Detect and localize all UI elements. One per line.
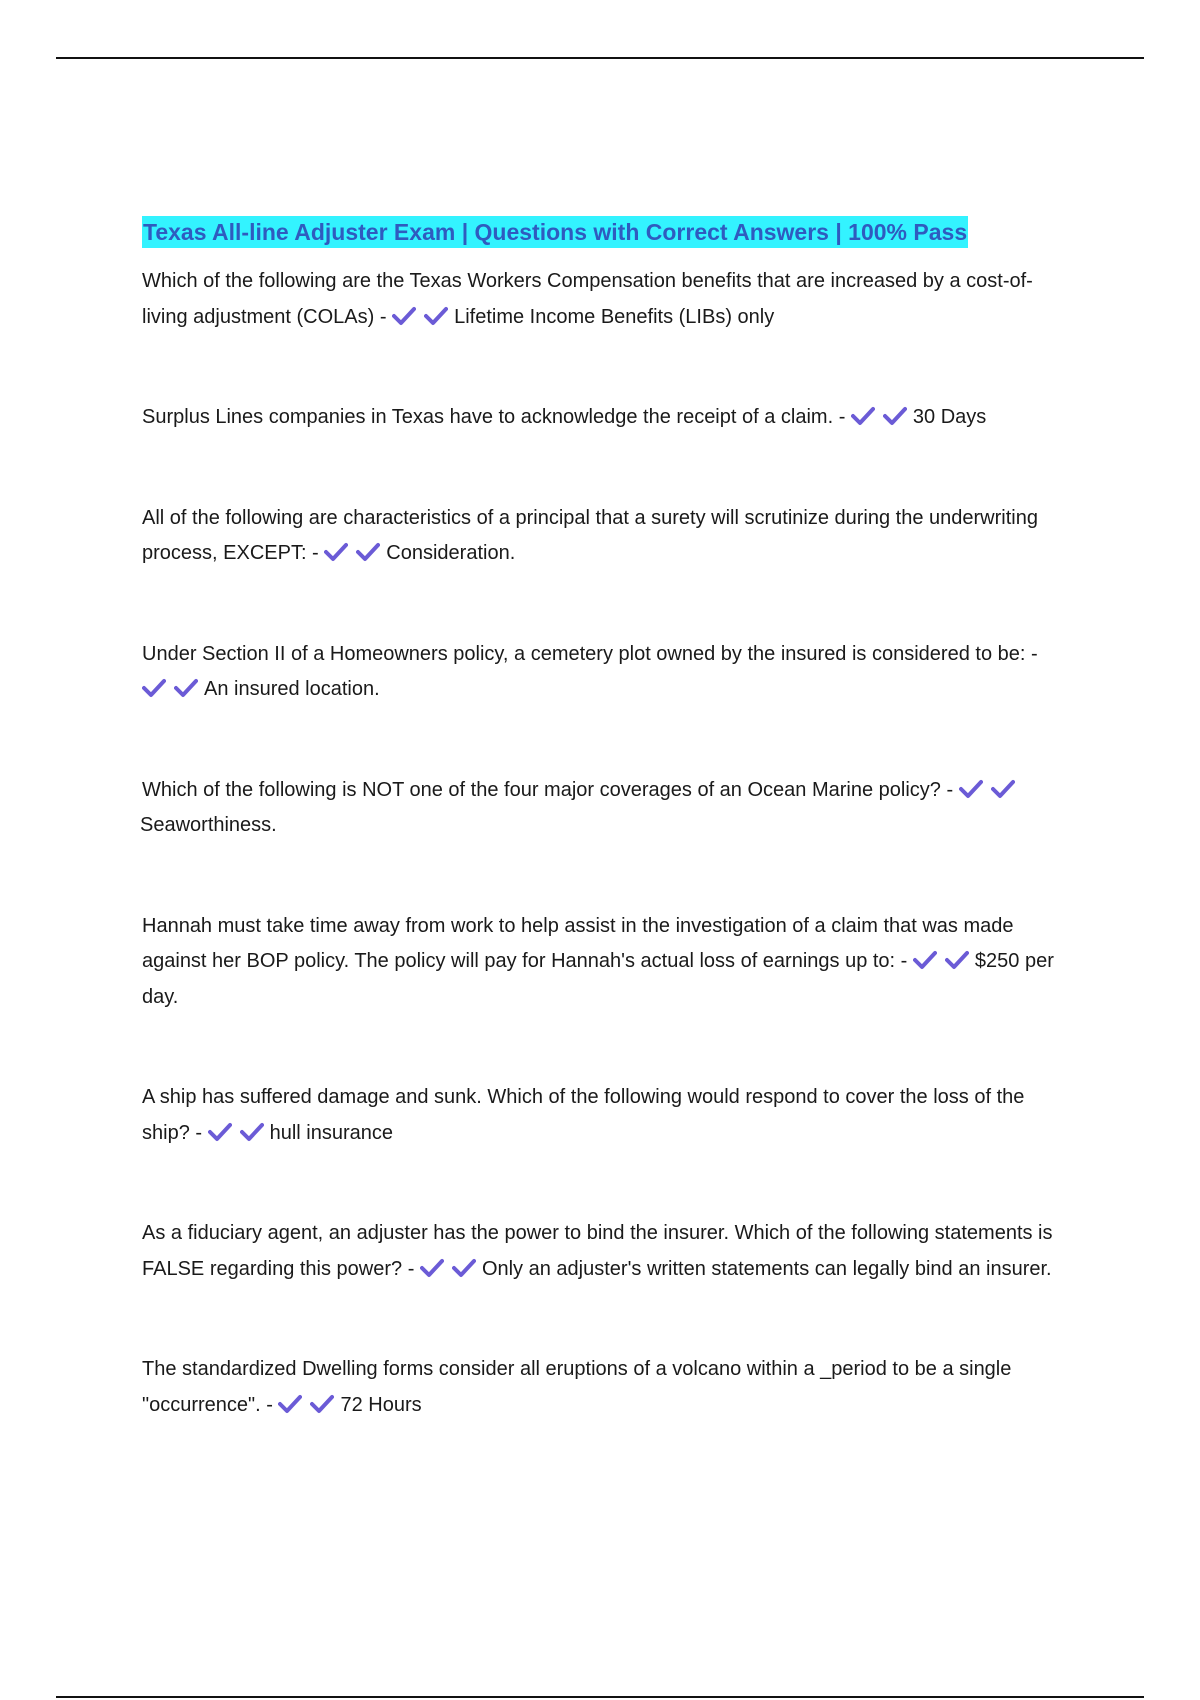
question-text: Which of the following is NOT one of the four major coverages of an Ocean Marine policy? -: [142, 778, 954, 801]
answer-text: Consideration.: [386, 542, 516, 564]
check-icon: [240, 1122, 264, 1142]
question-text: Hannah must take time away from work to help assist in the investigation of a claim that was made against her BOP policy. The policy will pay for Hannah's actual loss of earnings up to: -: [142, 914, 1014, 972]
qa-list: [142, 264, 1072, 1423]
check-icon: [913, 950, 937, 970]
answer-text: 30 Days: [912, 406, 987, 428]
check-icon: [945, 950, 969, 970]
qa-item: [142, 637, 1072, 708]
check-icon: [959, 779, 983, 799]
check-icon: [208, 1122, 232, 1142]
check-icon: [452, 1258, 476, 1278]
question-text: As a fiduciary agent, an adjuster has the power to bind the insurer. Which of the following statements is FALSE regarding this power? -: [142, 1222, 1053, 1280]
top-rule: [56, 57, 1144, 59]
check-icon: [420, 1258, 444, 1278]
answer-text: Lifetime Income Benefits (LIBs) only: [454, 305, 775, 328]
check-icon: [883, 406, 907, 426]
qa-item: [142, 1216, 1072, 1287]
check-icon: [174, 678, 198, 698]
answer-text: hull insurance: [269, 1121, 394, 1144]
question-text: A ship has suffered damage and sunk. Which of the following would respond to cover the loss of the ship? -: [142, 1086, 1025, 1144]
question-text: All of the following are characteristics of a principal that a surety will scrutinize during the underwriting process, EXCEPT: -: [142, 506, 1038, 564]
check-icon: [851, 406, 875, 426]
qa-item: [142, 909, 1072, 1016]
answer-text: $250 per day.: [142, 950, 1054, 1008]
check-icon: [392, 306, 416, 326]
answer-text: An insured location.: [204, 678, 380, 700]
qa-item: [142, 400, 1072, 436]
check-icon: [356, 542, 380, 562]
document-title: Texas All-line Adjuster Exam | Questions with Correct Answers | 100% Pass: [142, 216, 968, 248]
check-icon: [142, 678, 166, 698]
check-icon: [991, 779, 1015, 799]
question-text: Under Section II of a Homeowners policy, a cemetery plot owned by the insured is considered to be: -: [142, 642, 1038, 665]
check-icon: [278, 1394, 302, 1414]
check-icon: [310, 1394, 334, 1414]
answer-text: Seaworthiness.: [140, 814, 277, 836]
question-text: The standardized Dwelling forms consider all eruptions of a volcano within a _period to be a single "occurrence". -: [142, 1358, 1012, 1416]
question-text: Surplus Lines companies in Texas have to acknowledge the receipt of a claim. -: [142, 406, 846, 428]
qa-item: [142, 1080, 1072, 1151]
bottom-rule: [56, 1696, 1144, 1698]
question-text: Which of the following are the Texas Workers Compensation benefits that are increased by a cost-of-living adjustment (COLAs) -: [142, 270, 1033, 328]
qa-item: [142, 264, 1072, 335]
check-icon: [324, 542, 348, 562]
answer-text: 72 Hours: [340, 1393, 422, 1416]
qa-item: [142, 501, 1072, 572]
document-body: [142, 216, 1072, 1488]
answer-text: Only an adjuster's written statements can legally bind an insurer.: [481, 1257, 1052, 1280]
qa-item: [142, 1352, 1072, 1423]
qa-item: [142, 773, 1072, 844]
check-icon: [424, 306, 448, 326]
